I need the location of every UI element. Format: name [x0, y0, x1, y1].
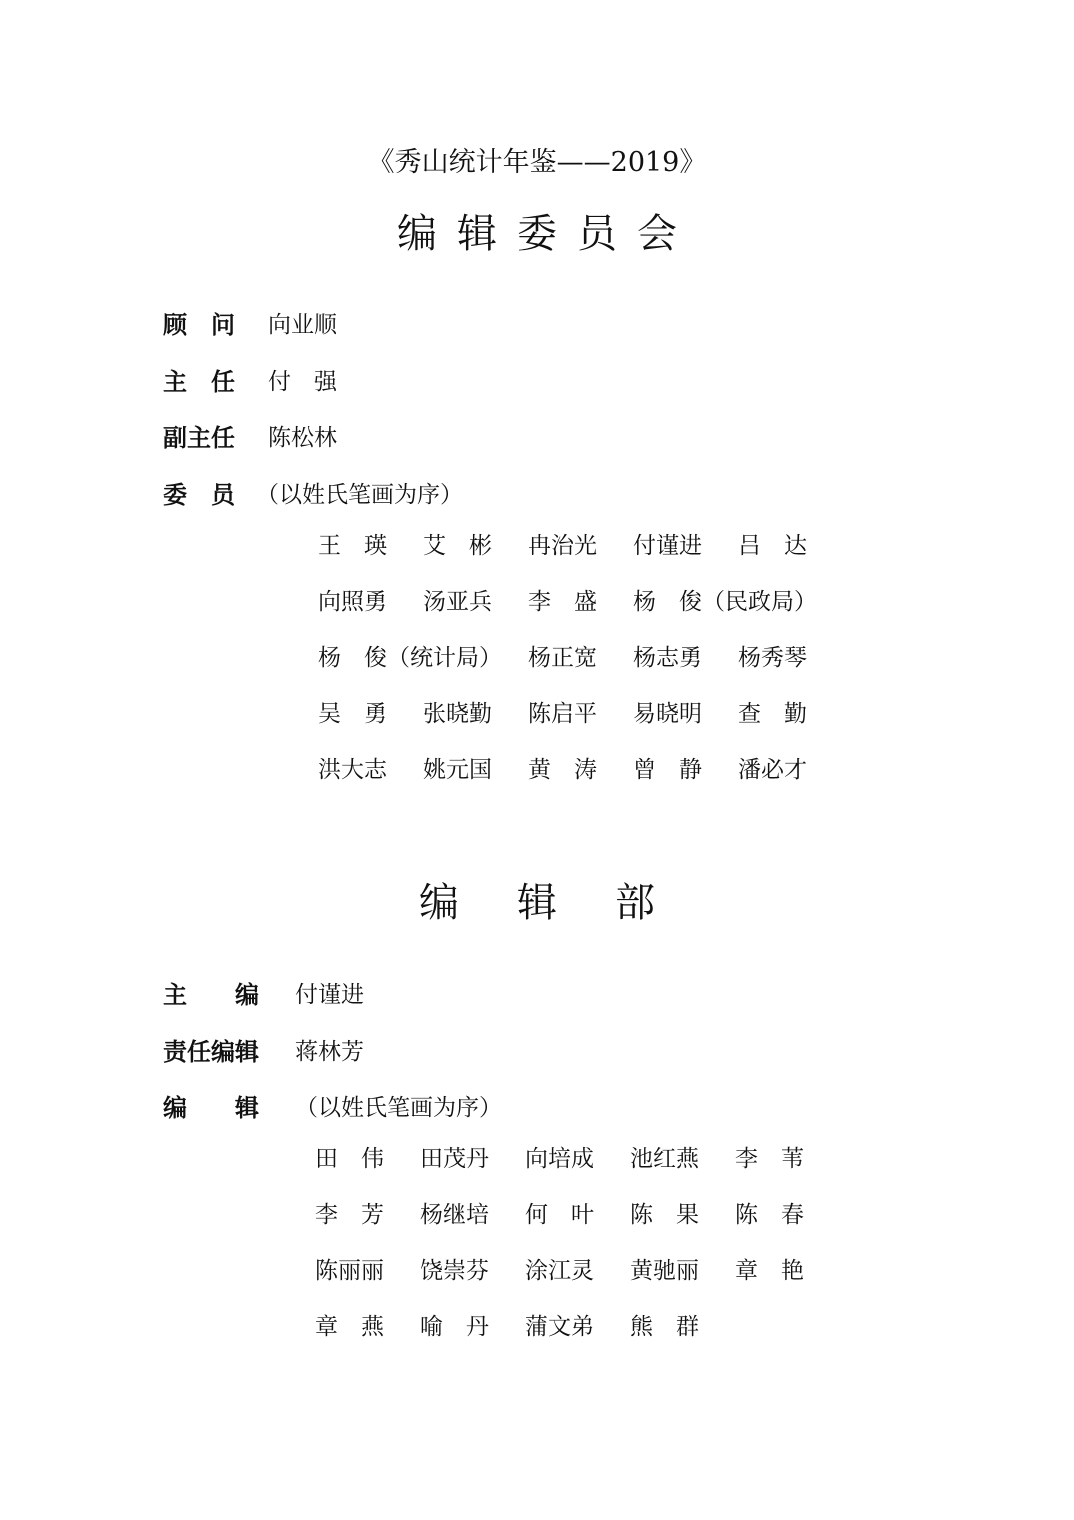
member-name: 曾 静 [633, 757, 702, 783]
member-name: 杨 俊（民政局） [633, 589, 817, 615]
editors-list [315, 1131, 840, 1355]
editor-name: 熊 群 [630, 1314, 699, 1340]
member-name: 洪大志 [318, 757, 387, 783]
editor-name: 向培成 [525, 1146, 594, 1172]
chief-editor-label: 主 编 [163, 981, 259, 1009]
responsible-editor-label: 责任编辑 [163, 1038, 259, 1066]
member-name: 吕 达 [738, 533, 807, 559]
member-name: 艾 彬 [423, 533, 492, 559]
member-name [738, 574, 843, 630]
member-name: 杨秀琴 [738, 645, 807, 671]
editor-name: 陈丽丽 [315, 1258, 384, 1284]
book-title: 《秀山统计年鉴——2019》 [367, 147, 707, 178]
member-name: 冉治光 [528, 533, 597, 559]
editor-name: 田 伟 [315, 1146, 384, 1172]
editor-name: 陈 春 [735, 1202, 804, 1228]
chief-editor-name: 付谨进 [295, 982, 364, 1008]
member-name: 张晓勤 [423, 701, 492, 727]
editor-name: 李 芳 [315, 1202, 384, 1228]
deputy-director-label: 副主任 [163, 424, 235, 452]
advisor-name: 向业顺 [268, 312, 337, 338]
editor-name: 杨继培 [420, 1202, 489, 1228]
director-name: 付 强 [268, 369, 337, 395]
member-name: 王 瑛 [318, 533, 387, 559]
member-name: 易晓明 [633, 701, 702, 727]
editor-name: 饶崇芬 [420, 1258, 489, 1284]
member-name: 付谨进 [633, 533, 702, 559]
committee-members-list [318, 518, 843, 798]
deputy-director-name: 陈松林 [268, 425, 337, 451]
editor-name: 田茂丹 [420, 1146, 489, 1172]
member-name: 杨正宽 [528, 645, 597, 671]
committee-title: 编辑委员会 [397, 211, 697, 257]
advisor-label: 顾 问 [163, 311, 235, 339]
member-name: 杨志勇 [633, 645, 702, 671]
editor-name: 喻 丹 [420, 1314, 489, 1340]
editor-name: 章 燕 [315, 1314, 384, 1340]
member-name: 黄 涛 [528, 757, 597, 783]
members-note: （以姓氏笔画为序） [256, 482, 463, 508]
member-name: 李 盛 [528, 589, 597, 615]
member-name: 查 勤 [738, 701, 807, 727]
member-name: 吴 勇 [318, 701, 387, 727]
editor-name: 章 艳 [735, 1258, 804, 1284]
editor-name: 蒲文弟 [525, 1314, 594, 1340]
director-label: 主 任 [163, 368, 235, 396]
editors-note: （以姓氏笔画为序） [295, 1095, 502, 1121]
editor-name: 黄驰丽 [630, 1258, 699, 1284]
editor-name: 何 叶 [525, 1202, 594, 1228]
editor-name: 池红燕 [630, 1146, 699, 1172]
member-name: 陈启平 [528, 701, 597, 727]
member-name: 潘必才 [738, 757, 807, 783]
editorial-dept-title: 编辑部 [419, 880, 713, 926]
editor-name: 陈 果 [630, 1202, 699, 1228]
member-name: 姚元国 [423, 757, 492, 783]
editor-name: 涂江灵 [525, 1258, 594, 1284]
member-name: 杨 俊（统计局） [318, 645, 502, 671]
member-name: 向照勇 [318, 589, 387, 615]
members-label: 委 员 [163, 481, 235, 509]
member-name [423, 630, 528, 686]
responsible-editor-name: 蒋林芳 [295, 1039, 364, 1065]
editors-label: 编 辑 [163, 1094, 259, 1122]
editor-name [735, 1299, 840, 1355]
member-name: 汤亚兵 [423, 589, 492, 615]
editor-name: 李 苇 [735, 1146, 804, 1172]
